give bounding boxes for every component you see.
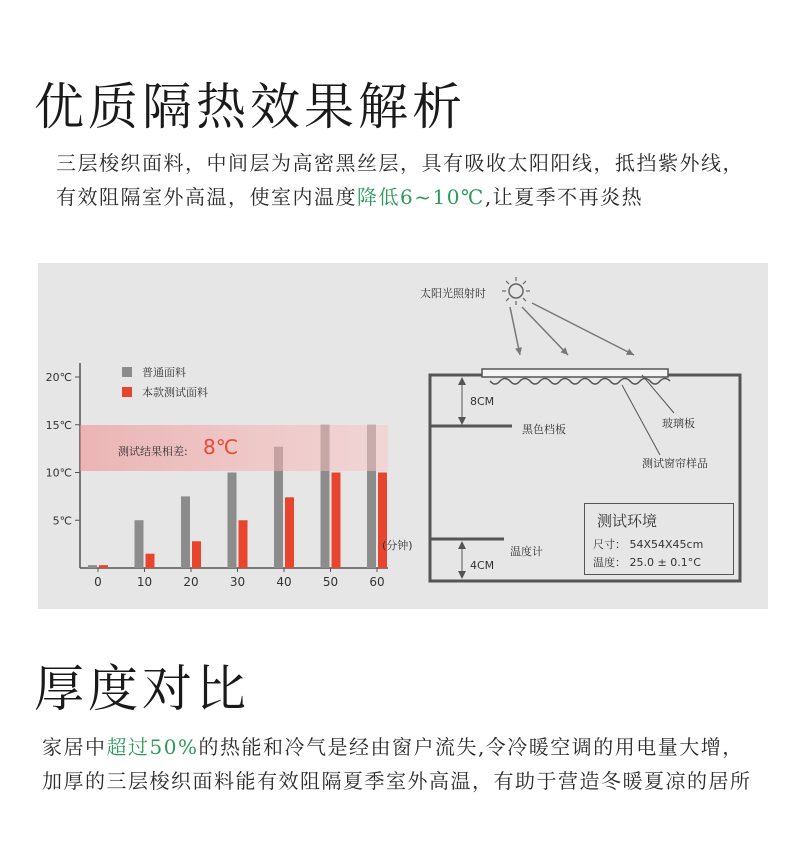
legend-label-regular: 普通面料 — [142, 366, 186, 379]
thermometer-label: 温度计 — [510, 545, 543, 558]
sample-leader — [622, 385, 660, 455]
thickness-text-end: 的热能和冷气是经由窗户流失,令冷暖空调的用电量大增，加厚的三层梭织面料能有效阻隔夏季室外高温，有助于营造冬暖夏凉的居所 — [42, 735, 752, 793]
test-figure-panel — [38, 263, 768, 609]
x-tick-label: 60 — [369, 575, 385, 589]
insulation-description — [56, 146, 756, 214]
sun-ray — [523, 298, 526, 301]
dim-8cm-arrow-bottom — [458, 417, 466, 425]
y-tick-label: 20℃ — [45, 371, 72, 384]
y-tick-label: 15℃ — [45, 418, 72, 432]
light-ray-arrowhead — [515, 347, 522, 355]
x-unit-label: (分钟) — [382, 539, 413, 552]
legend-swatch-tested — [122, 387, 132, 397]
light-ray — [510, 307, 520, 355]
sun-icon — [509, 284, 523, 298]
glass-label: 玻璃板 — [662, 417, 695, 430]
env-temp: 温度： 25.0 ± 0.1°C — [593, 556, 701, 569]
bar-regular — [135, 520, 144, 568]
sample-label: 测试窗帘样品 — [642, 457, 708, 470]
section-title-thickness: 厚度对比 — [34, 660, 250, 718]
dim-4cm-arrow-top — [458, 541, 466, 549]
light-ray — [532, 303, 634, 355]
y-tick-label: 5℃ — [52, 514, 72, 528]
legend-label-tested: 本款测试面料 — [142, 386, 208, 399]
band-label: 测试结果相差: — [118, 445, 188, 458]
x-tick-label: 0 — [94, 575, 102, 589]
loss-highlight: 超过50% — [106, 735, 199, 759]
temp-drop-highlight: 降低6~10℃ — [357, 185, 485, 209]
x-tick-label: 10 — [136, 575, 153, 589]
sun-label: 太阳光照射时 — [420, 287, 486, 300]
x-tick-label: 50 — [322, 575, 339, 589]
env-title: 测试环境 — [597, 512, 658, 530]
bar-tested — [378, 473, 387, 569]
bar-regular — [228, 473, 237, 569]
bar-tested — [239, 520, 248, 568]
y-tick-label: 10℃ — [45, 466, 72, 480]
dim-4cm-arrow-bottom — [458, 571, 466, 579]
thickness-description — [42, 730, 762, 798]
black-board-label: 黑色档板 — [522, 423, 566, 436]
x-tick-label: 20 — [183, 575, 199, 589]
height-4cm-label: 4CM — [470, 559, 495, 572]
glass-plate — [482, 369, 668, 377]
x-tick-label: 40 — [276, 575, 292, 589]
bar-regular — [88, 565, 97, 568]
section-title-insulation: 优质隔热效果解析 — [34, 78, 466, 136]
bar-tested — [146, 554, 155, 568]
sun-ray — [506, 298, 509, 301]
sun-ray — [523, 281, 526, 284]
insulation-text: 三层梭织面料，中间层为高密黑丝层，具有吸收太阳阳线，抵挡紫外线，有效阻隔室外高温，使室内温度 — [56, 151, 744, 209]
light-ray — [522, 307, 568, 355]
thickness-text: 家居中 — [42, 735, 107, 759]
legend-swatch-regular — [122, 367, 132, 377]
curtain-sample — [490, 379, 670, 385]
env-size: 尺寸： 54X54X45cm — [593, 538, 704, 551]
dim-8cm-arrow-top — [458, 377, 466, 385]
insulation-text-end: ,让夏季不再炎热 — [484, 185, 644, 209]
bar-regular — [181, 496, 190, 568]
bar-tested — [332, 473, 341, 569]
test-environment-box — [584, 503, 734, 575]
bar-tested — [285, 497, 294, 568]
band-value: 8℃ — [203, 435, 239, 459]
bar-tested — [99, 565, 108, 568]
bar-tested — [192, 541, 201, 568]
x-tick-label: 30 — [229, 575, 246, 589]
height-8cm-label: 8CM — [470, 395, 495, 408]
sun-ray — [506, 281, 509, 284]
